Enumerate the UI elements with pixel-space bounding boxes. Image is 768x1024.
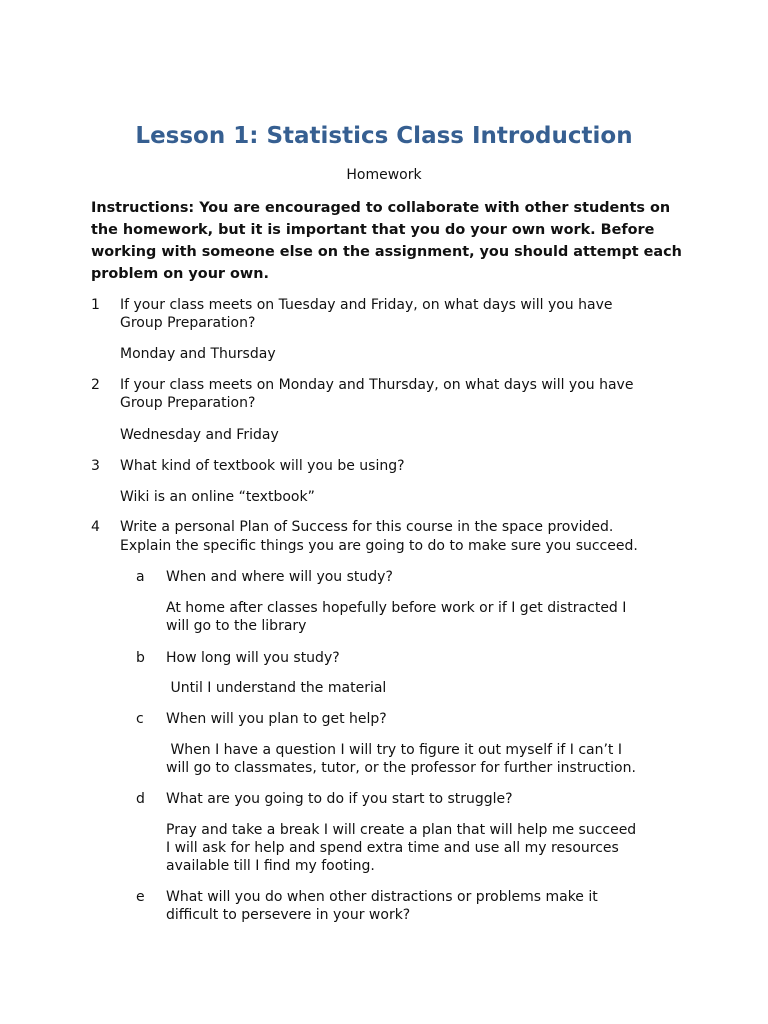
subquestion-letter: b (136, 650, 145, 666)
question-text-line: Group Preparation? (120, 315, 256, 331)
question-text-line: If your class meets on Tuesday and Friday, on what days will you have (120, 297, 613, 313)
answer-text: Monday and Thursday (120, 346, 276, 362)
subquestion-text-line: What are you going to do if you start to struggle? (166, 791, 513, 807)
subquestion-letter: a (136, 569, 145, 585)
subquestion-text-line: difficult to persevere in your work? (166, 907, 411, 923)
question-number: 3 (91, 458, 100, 474)
page-subtitle: Homework (346, 167, 422, 183)
answer-text: Wiki is an online “textbook” (120, 489, 315, 505)
page-title: Lesson 1: Statistics Class Introduction (135, 123, 633, 149)
question-number: 2 (91, 377, 100, 393)
question-number: 1 (91, 297, 100, 313)
subanswer-text-line: At home after classes hopefully before work or if I get distracted I (166, 600, 627, 616)
subquestion-letter: d (136, 791, 145, 807)
subanswer-text-line: available till I find my footing. (166, 858, 375, 874)
question-text-line: Group Preparation? (120, 395, 256, 411)
instructions-paragraph: Instructions: You are encouraged to collaborate with other students on the homework, but it is important that you do your own work. Before working with someone else on the assignment, you should attempt each problem on your own. (91, 200, 682, 282)
subquestion-text-line: How long will you study? (166, 650, 340, 666)
subquestion-letter: c (136, 711, 144, 727)
subanswer-text-line: Pray and take a break I will create a plan that will help me succeed (166, 822, 637, 838)
subquestion-text-line: When will you plan to get help? (166, 711, 387, 727)
subquestion-letter: e (136, 889, 145, 905)
question-text-line: What kind of textbook will you be using? (120, 458, 405, 474)
question-text-line: Explain the specific things you are going to do to make sure you succeed. (120, 538, 638, 554)
question-text-line: If your class meets on Monday and Thursday, on what days will you have (120, 377, 634, 393)
subanswer-text-line: Until I understand the material (166, 680, 387, 696)
subanswer-text-line: will go to classmates, tutor, or the professor for further instruction. (166, 760, 636, 776)
question-number: 4 (91, 519, 100, 535)
subquestion-text-line: When and where will you study? (166, 569, 393, 585)
subanswer-text-line: When I have a question I will try to figure it out myself if I can’t I (166, 742, 622, 758)
subanswer-text-line: I will ask for help and spend extra time and use all my resources (166, 840, 619, 856)
answer-text: Wednesday and Friday (120, 427, 279, 443)
question-text-line: Write a personal Plan of Success for this course in the space provided. (120, 519, 614, 535)
subquestion-text-line: What will you do when other distractions or problems make it (166, 889, 598, 905)
subanswer-text-line: will go to the library (166, 618, 307, 634)
